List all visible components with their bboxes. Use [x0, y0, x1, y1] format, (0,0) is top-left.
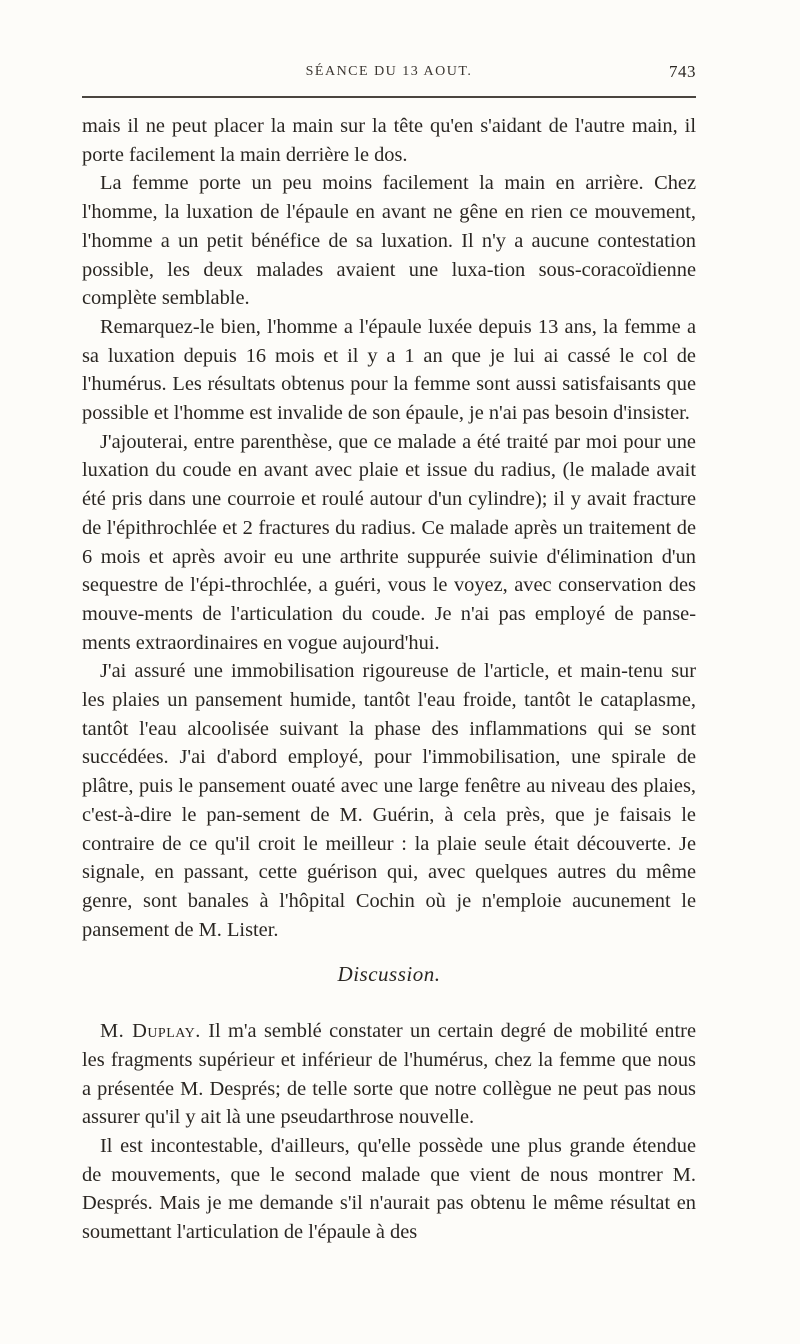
section-heading: Discussion. — [337, 962, 441, 987]
page-header — [82, 58, 696, 86]
discussion-paragraph: Il est incontestable, d'ailleurs, qu'elle possède une plus grande étendue de mouvements, que le second malade que vient de nous montrer M. Després. Mais je me demande s'il n'aurait pas obtenu le même résultat en soumettant l'articulation de l'épaule à des — [82, 1134, 696, 1244]
paragraph: J'ai assuré une immobilisation rigoureuse de l'article, et main-tenu sur les plaies un pansement humide, tantôt l'eau froide, tantôt le cataplasme, tantôt l'eau alcoolisée suivant la phase des inflammations qui se sont succédées. J'ai d'abord employé, pour l'immobilisation, une spirale de plâtre, puis le pansement ouaté avec une large fenêtre au niveau des plaies, c'est-à-dire le pan-sement de M. Guérin, à cela près, que je faisais le contraire de ce qu'il croit le meilleur : la plaie seule était découverte. Je signale, en passant, cette guérison qui, avec quelques autres du même genre, sont banales à l'hôpital Cochin où je n'emploie aucunement le pansement de M. Lister. — [82, 660, 696, 941]
paragraph: J'ajouterai, entre parenthèse, que ce malade a été traité par moi pour une luxation du coude en avant avec plaie et issue du radius, (le malade avait été pris dans une courroie et roulé autour d'un cylindre); il y avait fracture de l'épithrochlée et 2 fractures du radius. Ce malade après un traitement de 6 mois et après avoir eu une arthrite suppurée suivie d'élimination d'un sequestre de l'épi-throchlée, a guéri, vous le voyez, avec conservation des mouve-ments de l'articulation du coude. Je n'ai pas employé de panse-ments extraordinaires en vogue aujourd'hui. — [82, 430, 696, 654]
running-head: SÉANCE DU 13 AOUT. — [305, 64, 473, 79]
discussion-text: Il m'a semblé constater un certain degré de mobilité entre les fragments supérieur et inférieur de l'humérus, chez la femme que nous a présentée M. Després; de telle sorte que notre collègue ne peut pas nous assurer qu'il y ait là une pseudarthrose nouvelle. — [82, 1020, 696, 1129]
header-rule — [82, 96, 696, 98]
discussion-paragraph — [82, 1017, 696, 1132]
speaker-name: M. Duplay. — [100, 1020, 201, 1043]
paragraph: Remarquez-le bien, l'homme a l'épaule luxée depuis 13 ans, la femme a sa luxation depuis 16 mois et il y a 1 an que je lui ai cassé le col de l'humérus. Les résultats obtenus pour la femme sont aussi satisfaisants que possible et l'homme est invalide de son épaule, je n'ai pas besoin d'insister. — [82, 315, 696, 425]
paragraph: mais il ne peut placer la main sur la tête qu'en s'aidant de l'autre main, il porte facilement la main derrière le dos. — [82, 115, 696, 166]
page-number: 743 — [669, 62, 696, 81]
paragraph: La femme porte un peu moins facilement la main en arrière. Chez l'homme, la luxation de l'épaule en avant ne gêne en rien ce mouvement, l'homme a un petit bénéfice de sa luxation. Il n'y a aucune contestation possible, les deux malades avaient une luxa-tion sous-coracoïdienne complète semblable. — [82, 172, 696, 310]
body-text — [82, 112, 696, 1247]
